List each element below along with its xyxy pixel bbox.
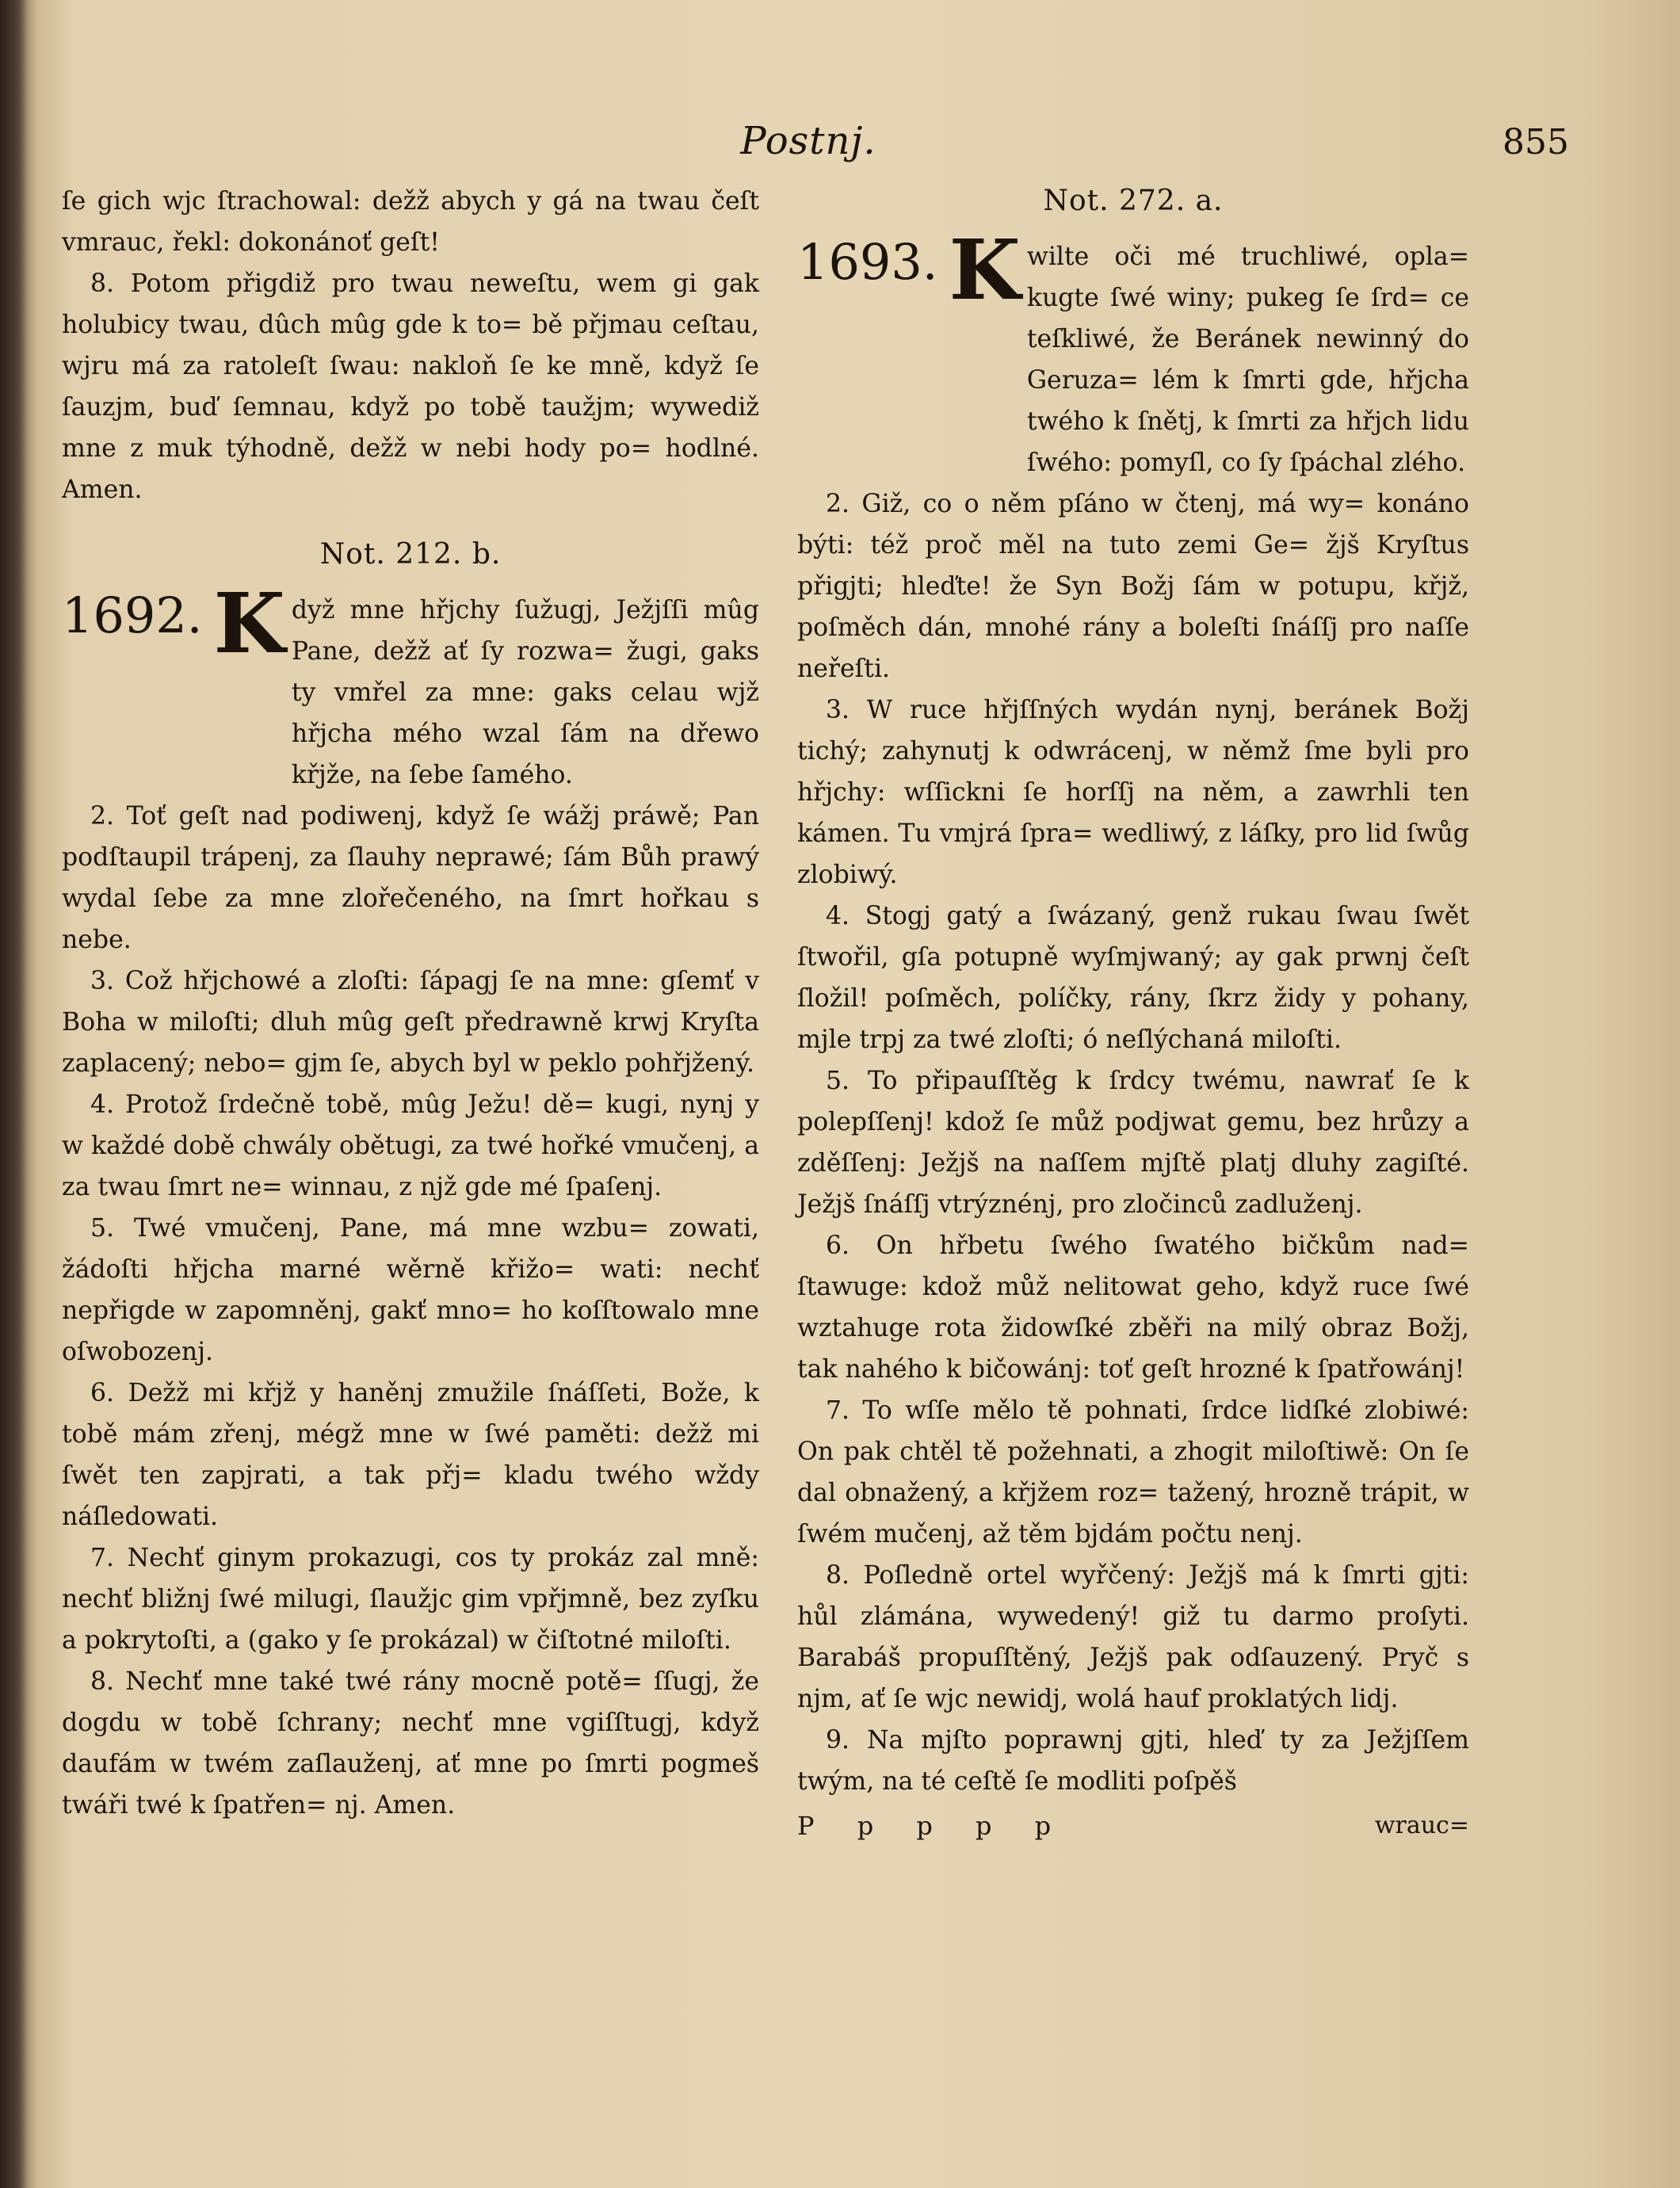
- stanza: dyž mne hřjchy ſužugj, Ježjſſi mûg Pane, dežž ať ſy rozwa= žugi, gaks ty vmřel za mne: gaks celau wjž hřjcha mého wzal ſám na dřewo křjže, na ſebe ſamého.: [291, 596, 759, 789]
- hymn-1693: [797, 221, 1469, 483]
- hymn-number: 1692.: [62, 586, 203, 644]
- stanza: 9. Na mjſto poprawnj gjti, hleď ty za Ježjſſem twým, na té ceſtě ſe modliti poſpěš: [797, 1726, 1469, 1796]
- catchword: wrauc=: [1374, 1812, 1469, 1839]
- right-column: [797, 181, 1469, 1846]
- drop-cap-initial: K: [949, 221, 1021, 319]
- page-footer-line: [797, 1805, 1469, 1846]
- hymn-1692: [62, 575, 759, 796]
- stanza: 4. Stogj gatý a ſwázaný, genž rukau ſwau ſwět ſtwořil, gſa potupně wyſmjwaný; ay gak prwnj čeſt ſložil! poſměch, políčky, rány, ſkrz židy y pohany, mjle trpj za twé zloſti; ó neſlýchaná miloſti.: [797, 902, 1469, 1054]
- stanza: 6. On hřbetu ſwého ſwatého bičkům nad= ſtawuge: kdož můž nelitowat geho, když ruce ſwé wztahuge rota židowſké zběři na milý obraz Božj, tak nahého k bičowánj: toť geſt hrozné k ſpatřowánj!: [797, 1231, 1469, 1384]
- page-number: 855: [1502, 122, 1569, 162]
- signature-marks: P p p p p: [797, 1811, 1069, 1841]
- hymn-number: 1693.: [797, 233, 938, 291]
- stanza-continuation-line: ſe gich wjc ſtrachowal: dežž abych y gá na twau čeſt vmrauc, řekl: dokonánoť geſt!: [62, 187, 759, 257]
- stanza: 2. Toť geſt nad podiwenj, když ſe wážj práwě; Pan podſtaupil trápenj, za ſlauhy neprawé; ſám Bůh prawý wydal ſebe za mne zlořečeného, na ſmrt hořkau s nebe.: [62, 802, 759, 954]
- stanza: 8. Poſledně ortel wyřčený: Ježjš má k ſmrti gjti: hůl zlámána, wywedený! giž tu darmo proſyti. Barabáš propuſſtěný, Ježjš pak odſauzený. Pryč s njm, ať ſe wjc newidj, wolá hauf proklatých lidj.: [797, 1561, 1469, 1713]
- left-column: [62, 181, 759, 1826]
- page-header: [0, 119, 1680, 174]
- drop-cap-initial: K: [213, 575, 285, 672]
- stanza: 8. Nechť mne také twé rány mocně potě= ſſugj, že dogdu w tobě ſchrany; nechť mne vgiſſtugj, když daufám w twém zaſlauženj, ať mne po ſmrti pogmeš twáři twé k ſpatřen= nj. Amen.: [62, 1667, 759, 1820]
- stanza: 3. Což hřjchowé a zloſti: ſápagj ſe na mne: gſemť v Boha w miloſti; dluh mûg geſt předrawně krwj Kryſta zaplacený; nebo= gjm ſe, abych byl w peklo pohřjžený.: [62, 967, 759, 1078]
- melody-note: Not. 272. a.: [1043, 185, 1224, 217]
- running-head: Postnj.: [740, 119, 876, 163]
- stanza: 8. Potom přigdiž pro twau neweſtu, wem gi gak holubicy twau, dûch mûg gde k to= bě přjmau ceſtau, wjru má za ratoleſt ſwau: nakloň ſe ke mně, když ſe ſauzjm, buď ſemnau, když po tobě taužjm; wywediž mne z muk týhodně, dežž w nebi hody po= hodlné. Amen.: [62, 269, 759, 504]
- stanza: 7. Nechť ginym prokazugi, cos ty prokáz zal mně: nechť bližnj ſwé milugi, ſlaužjc gim vpřjmně, bez zyſku a pokrytoſti, a (gako y ſe prokázal) w čiſtotné miloſti.: [62, 1544, 759, 1655]
- stanza: 3. W ruce hřjſſných wydán nynj, beránek Božj tichý; zahynutj k odwrácenj, w němž ſme byli pro hřjchy: wſſickni ſe horſſj na něm, a zawrhli ten kámen. Tu vmjrá ſpra= wedliwý, z láſky, pro lid ſwůg zlobiwý.: [797, 696, 1469, 889]
- stanza: 5. To připauſſtěg k ſrdcy twému, nawrať ſe k polepſſenj! kdož ſe můž podjwat gemu, bez hrůzy a zděſſenj: Ježjš na naſſem mjſtě platj dluhy zagiſté. Ježjš ſnáſſj vtrýznénj, pro zločinců zadluženj.: [797, 1067, 1469, 1219]
- stanza: 4. Protož ſrdečně tobě, mûg Ježu! dě= kugi, nynj y w každé době chwály obětugi, za twé hořké vmučenj, a za twau ſmrt ne= winnau, z njž gde mé ſpaſenj.: [62, 1090, 759, 1201]
- book-spine-edge: [0, 0, 27, 2188]
- stanza: wilte oči mé truchliwé, opla= kugte ſwé winy; pukeg ſe ſrd= ce teſkliwé, že Beránek newinný do Geruza= lém k ſmrti gde, hřjcha twého k ſnětj, k ſmrti za hřjch lidu ſwého: pomyſl, co ſy ſpáchal zlého.: [1026, 242, 1469, 477]
- stanza: 6. Dežž mi křjž y haněnj zmužile ſnáſſeti, Bože, k tobě mám zřenj, mégž mne w ſwé paměti: dežž mi ſwět ten zapjrati, a tak přj= kladu twého wždy náſledowati.: [62, 1379, 759, 1531]
- stanza: 7. To wſſe mělo tě pohnati, ſrdce lidſké zlobiwé: On pak chtěl tě požehnati, a zhogit miloſtiwě: On ſe dal obnažený, a křjžem roz= tažený, hrozně trápit, w ſwém mučenj, až těm bjdám počtu nenj.: [797, 1396, 1469, 1548]
- stanza: 5. Twé vmučenj, Pane, má mne wzbu= zowati, žádoſti hřjcha marné wěrně křižo= wati: nechť nepřigde w zapomněnj, gakť mno= ho koſſtowalo mne oſwobozenj.: [62, 1214, 759, 1366]
- melody-note: Not. 212. b.: [319, 538, 502, 571]
- stanza: 2. Giž, co o něm pſáno w čtenj, má wy= konáno býti: též proč měl na tuto zemi Ge= žjš Kryſtus přigjti; hleďte! že Syn Božj ſám w potupu, křjž, poſměch dán, mnohé rány a boleſti ſnáſſj pro naſſe neřeſti.: [797, 490, 1469, 683]
